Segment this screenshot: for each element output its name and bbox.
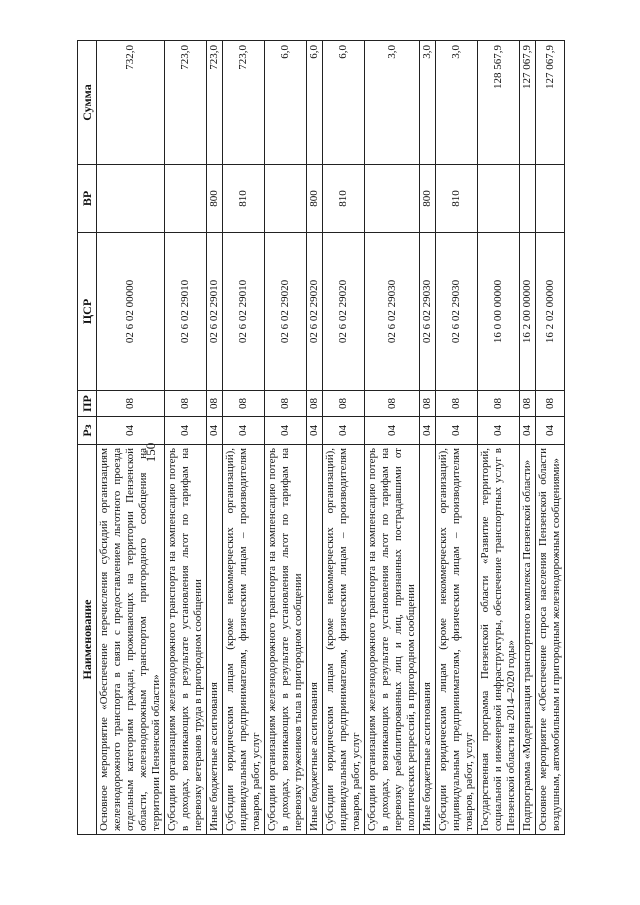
table-row <box>207 41 223 835</box>
cell-name: Государственная программа Пензенской области «Развитие территорий, социальной и инженерной инфраструктуры, обеспечение транспортных услуг в Пензенской области на 2014–2020 годы» <box>478 445 520 835</box>
cell-rz: 04 <box>520 417 536 445</box>
table-row <box>223 41 265 835</box>
cell-vr: 810 <box>223 165 265 233</box>
cell-sum: 127 067,9 <box>536 41 565 165</box>
header-vr: ВР <box>78 165 97 233</box>
cell-name: Субсидии организациям железнодорожного транспорта на компенсацию потерь в доходах, возникающих в результате установления льгот по тарифам на перевозку тружеников тыла в пригородном сообщении <box>265 445 307 835</box>
cell-vr: 810 <box>436 165 478 233</box>
cell-sum: 723,0 <box>165 41 207 165</box>
cell-rz: 04 <box>307 417 323 445</box>
cell-rz: 04 <box>478 417 520 445</box>
cell-sum: 3,0 <box>436 41 478 165</box>
cell-pr: 08 <box>165 391 207 417</box>
cell-pr: 08 <box>323 391 365 417</box>
cell-rz: 04 <box>265 417 307 445</box>
cell-pr: 08 <box>307 391 323 417</box>
cell-name: Субсидии организациям железнодорожного транспорта на компенсацию потерь в доходах, возникающих в результате установления льгот по тарифам на перевозку ветеранов труда в пригородном сообщении <box>165 445 207 835</box>
cell-csr: 02 6 02 00000 <box>97 233 165 391</box>
cell-rz: 04 <box>97 417 165 445</box>
cell-rz: 04 <box>536 417 565 445</box>
table-row <box>307 41 323 835</box>
cell-vr <box>520 165 536 233</box>
page-number: 150 <box>143 442 158 463</box>
cell-vr <box>165 165 207 233</box>
cell-sum: 128 567,9 <box>478 41 520 165</box>
cell-name: Субсидии юридическим лицам (кроме некоммерческих организаций), индивидуальным предпринимателям, физическим лицам – производителям товаров, работ, услуг <box>323 445 365 835</box>
cell-rz: 04 <box>436 417 478 445</box>
cell-sum: 6,0 <box>265 41 307 165</box>
cell-name: Иные бюджетные ассигнования <box>207 445 223 835</box>
cell-vr <box>478 165 520 233</box>
cell-rz: 04 <box>207 417 223 445</box>
cell-pr: 08 <box>223 391 265 417</box>
table-header-row <box>78 41 97 835</box>
header-rz: Рз <box>78 417 97 445</box>
cell-rz: 04 <box>420 417 436 445</box>
cell-vr: 800 <box>307 165 323 233</box>
cell-csr: 02 6 02 29020 <box>307 233 323 391</box>
cell-vr: 810 <box>323 165 365 233</box>
cell-vr <box>365 165 420 233</box>
cell-pr: 08 <box>420 391 436 417</box>
cell-csr: 02 6 02 29010 <box>223 233 265 391</box>
cell-name: Субсидии юридическим лицам (кроме некоммерческих организаций), индивидуальным предпринимателям, физическим лицам – производителям товаров, работ, услуг <box>223 445 265 835</box>
table-row <box>97 41 165 835</box>
cell-sum: 723,0 <box>223 41 265 165</box>
cell-csr: 02 6 02 29010 <box>165 233 207 391</box>
cell-pr: 08 <box>207 391 223 417</box>
header-name: Наименование <box>78 445 97 835</box>
cell-rz: 04 <box>323 417 365 445</box>
cell-csr: 16 0 00 00000 <box>478 233 520 391</box>
cell-csr: 16 2 02 00000 <box>536 233 565 391</box>
cell-sum: 3,0 <box>365 41 420 165</box>
table-row <box>265 41 307 835</box>
cell-name: Субсидии организациям железнодорожного транспорта на компенсацию потерь в доходах, возникающих в результате установления льгот по тарифам на перевозку реабилитированных лиц и лиц, признанных пострадавшими от политических репрессий, в пригородном сообщении <box>365 445 420 835</box>
cell-name: Иные бюджетные ассигнования <box>420 445 436 835</box>
cell-name: Подпрограмма «Модернизация транспортного комплекса Пензенской области» <box>520 445 536 835</box>
cell-pr: 08 <box>536 391 565 417</box>
header-csr: ЦСР <box>78 233 97 391</box>
cell-pr: 08 <box>265 391 307 417</box>
cell-vr <box>536 165 565 233</box>
cell-rz: 04 <box>365 417 420 445</box>
cell-vr: 800 <box>420 165 436 233</box>
cell-name: Основное мероприятие «Обеспечение спроса населения Пензенской области воздушным, автомобильным и пригородным железнодорожным сообщениями» <box>536 445 565 835</box>
cell-name: Иные бюджетные ассигнования <box>307 445 323 835</box>
cell-pr: 08 <box>365 391 420 417</box>
cell-pr: 08 <box>436 391 478 417</box>
cell-pr: 08 <box>97 391 165 417</box>
table-row <box>323 41 365 835</box>
cell-csr: 02 6 02 29030 <box>365 233 420 391</box>
cell-csr: 02 6 02 29010 <box>207 233 223 391</box>
cell-sum: 3,0 <box>420 41 436 165</box>
table-row <box>478 41 520 835</box>
budget-table <box>77 40 565 835</box>
cell-csr: 02 6 02 29030 <box>420 233 436 391</box>
cell-vr <box>97 165 165 233</box>
cell-sum: 6,0 <box>323 41 365 165</box>
cell-name: Субсидии юридическим лицам (кроме некоммерческих организаций), индивидуальным предпринимателям, физическим лицам – производителям товаров, работ, услуг <box>436 445 478 835</box>
header-sum: Сумма <box>78 41 97 165</box>
cell-sum: 6,0 <box>307 41 323 165</box>
table-row <box>165 41 207 835</box>
cell-vr <box>265 165 307 233</box>
header-pr: ПР <box>78 391 97 417</box>
table-row <box>365 41 420 835</box>
table-row <box>536 41 565 835</box>
cell-pr: 08 <box>520 391 536 417</box>
cell-rz: 04 <box>165 417 207 445</box>
cell-rz: 04 <box>223 417 265 445</box>
table-row <box>420 41 436 835</box>
cell-sum: 723,0 <box>207 41 223 165</box>
cell-vr: 800 <box>207 165 223 233</box>
cell-sum: 732,0 <box>97 41 165 165</box>
cell-csr: 16 2 00 00000 <box>520 233 536 391</box>
cell-pr: 08 <box>478 391 520 417</box>
cell-sum: 127 067,9 <box>520 41 536 165</box>
cell-csr: 02 6 02 29020 <box>323 233 365 391</box>
cell-name: Основное мероприятие «Обеспечение перечисления субсидий организациям железнодорожного транспорта в связи с предоставлением льготного проезда отдельным категориям граждан, проживающих на территории Пензенской области, железнодорожным транспортом пригородного сообщения на территории Пензенской области» <box>97 445 165 835</box>
cell-csr: 02 6 02 29030 <box>436 233 478 391</box>
table-row <box>520 41 536 835</box>
cell-csr: 02 6 02 29020 <box>265 233 307 391</box>
table-row <box>436 41 478 835</box>
